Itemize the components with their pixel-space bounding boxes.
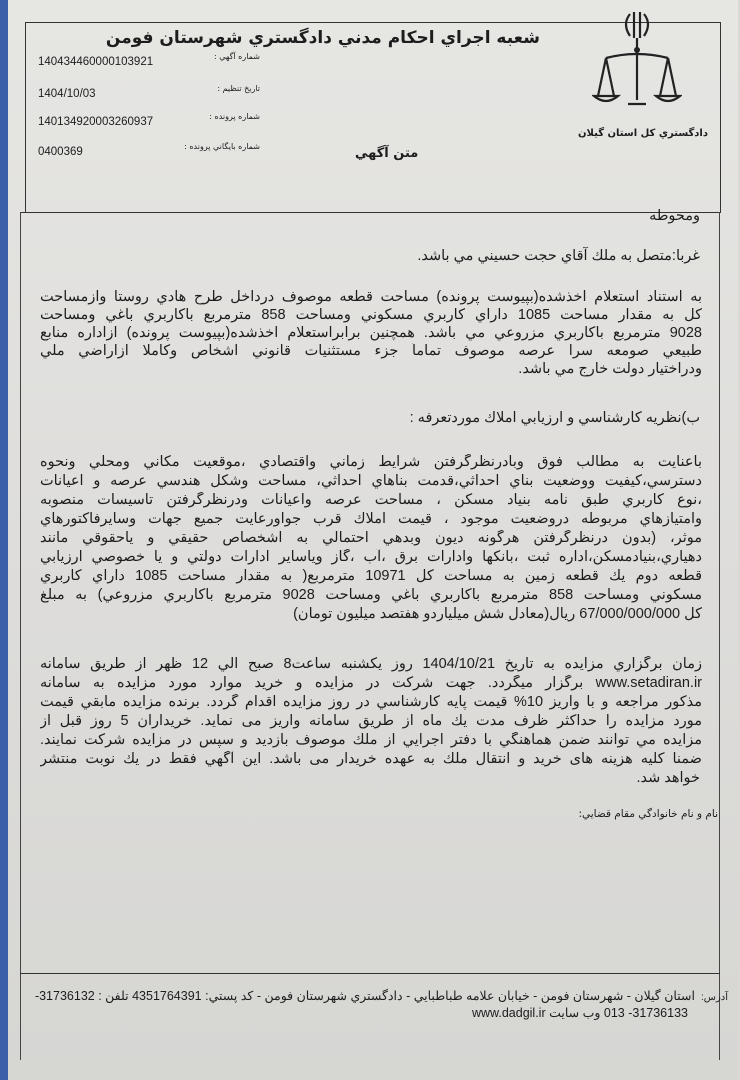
- para3-line: مورد مزايده را حداكثر ظرف مدت يك ماه از طريق سامانه واريز مى نمايد. خريداران 5 روز قبل از: [40, 713, 702, 729]
- para2-line: قطعه دوم يك قطعه زمين به مساحت كل 10971 مترمربع( به مقدار مساحت 1085 داراي كاربري: [40, 568, 702, 584]
- para2-line: دهياري،بنيادمسكن،اداره ثبت ،بانكها وادارات برق ،آب ،گاز وياساير ادارات دولتي و يا خصوصي ارزيابي: [40, 549, 702, 565]
- para2-line: باعنايت به مطالب فوق وبادرنظرگرفتن شرايط زماني واقتصادي ،موقعيت مكاني ومحلي ونحوه: [40, 454, 702, 470]
- para1-line: طبيعي صومعه سرا عرصه موصوف تماماً جزء مستثنيات قانوني اشخاص وكاملا ازاراضي ملي: [40, 343, 702, 359]
- field-value: 1404/10/03: [38, 88, 96, 100]
- para2-line: موثر، (بدون درنظرگرفتن هرگونه ديون وبدهي احتمالي به اشخصاص حقيقي و ياحقوقي مانند: [40, 530, 702, 546]
- para3-line: خواهد شد.: [636, 770, 700, 786]
- field-issue-date: [38, 84, 260, 104]
- para1-line: ودراختيار دولت خارج مي باشد.: [518, 361, 702, 377]
- para2-line: دسترسي،كيفيت ووضعيت بناي احداثي،قدمت بناهاي احداثي، مساحت وشكل هندسي عرصه و اعيانات: [40, 473, 702, 489]
- judge-signature-label: نام و نام خانوادگي مقام قضايي:: [578, 808, 718, 820]
- para2-line: كل 67/000/000/000 ريال(معادل شش ميلياردو هفتصد ميليون تومان): [293, 606, 702, 622]
- body-right-border: [719, 212, 720, 1060]
- notice-subtitle: متن آگهي: [355, 146, 419, 161]
- field-value: 0400369: [38, 146, 83, 158]
- footer-divider: [20, 973, 720, 974]
- para3-line: ضمنا كليه هزينه هاى خريد و انتقال ملك به عهده خريدار مى باشد. اين آگهي فقط در يك نوبت منتشر: [40, 751, 702, 767]
- footer-contact: 31736133- 013 وب سايت www.dadgil.ir: [471, 1006, 688, 1020]
- heading-enclosure: ومحوطه: [649, 208, 700, 224]
- court-name: دادگستري كل استان گيلان: [578, 128, 708, 139]
- field-value: 140134920003260937: [38, 116, 154, 128]
- para2-line: وامتيازهاي مربوطه دروضعيت موجود ، قيمت املاك قرب جواورعايت جميع جهات وسايرفاكتورهاي: [40, 511, 702, 527]
- para1-line: 9028 مترمربع باكاربري مزروعي مي باشد. همچنين برابراستعلام اخذشده(بپيوست پرونده) ازاداره منابع: [40, 325, 702, 341]
- west-boundary: غربا:متصل به ملك آقاي حجت حسيني مي باشد.: [417, 248, 700, 264]
- field-label: شماره آگهي :: [214, 52, 260, 61]
- para3-line: www.setadiran.ir برگزار ميگردد. جهت شركت در مزايده و خريد موارد مورد مزايده به سامانه: [40, 675, 702, 691]
- para3-line: مذكور مراجعه و با واريز 10% قيمت پايه كارشناسي در روز مزايده اقدام گردد. برنده مزايده مابقي قيمت: [40, 694, 702, 710]
- field-label: تاريخ تنظيم :: [217, 84, 260, 93]
- field-label: شماره بايگاني پرونده :: [184, 142, 260, 151]
- address-label: آدرس:: [700, 992, 728, 1003]
- page-edge: [0, 0, 8, 1080]
- para2-line: ،نوع كاربري طبق نامه بنياد مسكن ، مساحت عرصه واعيانات ودرنظرگرفتن تاسيسات منصوبه: [40, 492, 702, 508]
- footer-address: [35, 988, 728, 1003]
- judiciary-emblem-icon: [592, 8, 682, 110]
- field-notice-number: [38, 52, 260, 72]
- para2-line: مسكوني ومساحت 858 مترمربع باكاربري باغي ومساحت 9028 مترمربع باكاربري مزروعي) به مبلغ: [40, 587, 702, 603]
- para1-line: به استناد استعلام اخذشده(بپيوست پرونده) مساحت قطعه موصوف درداخل طرح هادي روستا وازمساحت: [40, 289, 702, 305]
- para1-line: كل به مقدار مساحت 1085 داراي كاربري مسكوني ومساحت 858 مترمربع باكاربري باغي ومساحت: [40, 307, 702, 323]
- para3-line: زمان برگزاري مزايده به تاريخ 1404/10/21 روز يكشنبه ساعت8 صبح الي 12 ظهر از طريق سامانه: [40, 656, 702, 672]
- field-value: 140434460000103921: [38, 56, 154, 68]
- page-title: شعبه اجراي احكام مدني دادگستري شهرستان فومن: [105, 28, 540, 48]
- field-case-number: [38, 112, 260, 132]
- body-left-border: [20, 212, 21, 1060]
- para3-line: مزايده مي توانند ضمن هماهنگي با دفتر اجرايي از ملك موصوف بازديد و سپس در مزايده شركت نمايند.: [40, 732, 702, 748]
- address-line1: استان گيلان - شهرستان فومن - خيابان علامه طباطبايي - دادگستري شهرستان فومن - كد پستي: 4351764391 تلفن : 31736132-: [34, 989, 695, 1003]
- field-archive-number: [38, 142, 260, 162]
- field-label: شماره پرونده :: [209, 112, 260, 121]
- header-divider: [20, 212, 720, 213]
- heading-expert-opinion: ب)نظريه كارشناسي و ارزيابي املاك موردتعرفه :: [409, 410, 700, 426]
